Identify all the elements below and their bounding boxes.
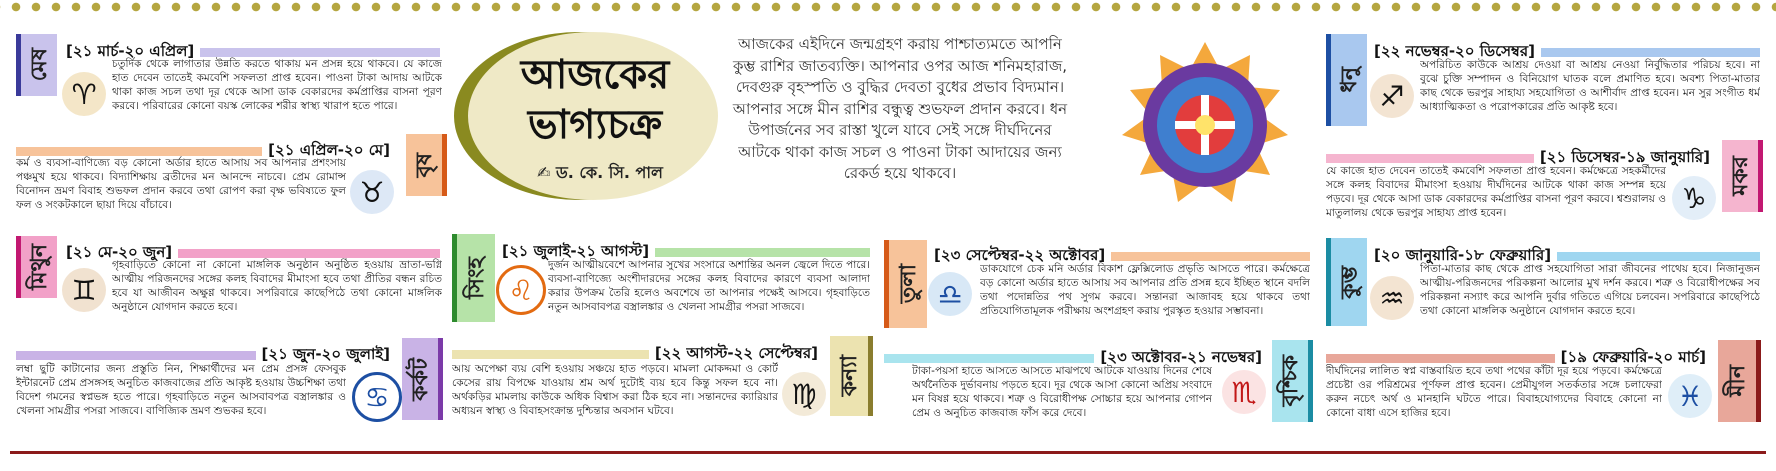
zodiac-wheel-icon [1120,40,1290,210]
water-bearer-icon: ♒ [1370,276,1414,320]
bar-brish [16,147,262,156]
date-brishchik: [২৩ অক্টোবর-২১ নভেম্বর] [1094,346,1268,371]
text-dhanu: অপরিচিত কাউকে আশ্রয় দেওয়া বা আশ্রয় নেওয়া নির্বুদ্ধিতার পরিচয় হবে। না বুঝে চুক্তি সম্পাদন ও বিনিয়োগ ঘাতক বলে প্রমাণিত হবে। অবশ্য পিতা-মাতার কাছ থেকে ভরপুর সাহায্য সহযোগিতা ও আশীর্বাদ প্রাপ্ত হবেন। মন সুর সংগীত ধর্ম আধ্যাত্মিকতা ও পরোপকারের প্রতি আকৃষ্ট হবে। [1420,59,1760,113]
ram-icon: ♈ [62,72,106,116]
date-karkat: [২১ জুন-২০ জুলাই] [256,343,397,368]
intro-paragraph: আজকের এইদিনে জন্মগ্রহণ করায় পাশ্চাত্যমতে আপনি কুম্ভ রাশির জাতব্যক্তি। আপনার ওপর আজ শনিমহারাজ, দেবগুরু বৃহস্পতি ও বুদ্ধির দেবতা বুধের প্রভাব বিদ্যমান। আপনার সঙ্গে মীন রাশির বন্ধুত্ব শুভফল প্রদান করবে। ধন উপার্জনের সব রাস্তা খুলে যাবে সেই সঙ্গে দীর্ঘদিনের আটকে থাকা কাজ সচল ও পাওনা টাকা আদায়ের জন্য রেকর্ড হয়ে থাকবে। [732,35,1068,182]
sign-tab-singha: সিংহ [452,234,495,322]
maiden-icon: ♍ [782,372,826,416]
bar-meen [1326,354,1555,363]
sign-tab-makar: মকর [1722,140,1763,212]
bar-mesh [200,48,440,57]
date-makar: [২১ ডিসেম্বর-১৯ জানুয়ারি] [1534,146,1716,171]
goat-icon: ♑ [1672,176,1716,220]
date-kumbha: [২০ জানুয়ারি-১৮ ফেব্রুয়ারি] [1368,244,1557,269]
sign-tab-karkat: কর্কট [402,338,443,420]
bull-icon: ♉ [350,170,394,214]
sign-tab-kumbha: কুম্ভ [1326,238,1367,326]
text-meen: দীর্ঘদিনের লালিত স্বপ্ন বাস্তবায়িত হবে তথা পথের কাঁটা দূর হয়ে পড়বে। কর্মক্ষেত্রে প্রচেষ্টা ওর পরিশ্রমের পূর্ণফল প্রাপ্ত হবেন। প্রেমীযুগল সতর্কতার সঙ্গে চলাফেরা করুন নচেৎ অর্থ ও মানহানি ঘটতে পারে। বিবাহযোগ্যদের বিবাহে কোনো না কোনো বাধা এসে হাজির হবে। [1326,365,1662,419]
text-mithun: গৃহবাড়িতে কোনো না কোনো মাঙ্গলিক অনুষ্ঠান অনুষ্ঠিত হওয়ায় ভ্রাতা-ভগ্নি আত্মীয় পরিজনদের সঙ্গের কলহ বিবাদের মীমাংসা হবে তথা প্রীতির বন্ধন রচিত হবে যা আজীবন অক্ষুণ্ণ থাকবে। সপরিবারে কাছেপিঠে তথা কোনো মাঙ্গলিক অনুষ্ঠানে যোগদান করতে হবে। [112,259,442,313]
text-kumbha: পিতা-মাতার কাছ থেকে প্রাপ্ত সহযোগিতা সারা জীবনের পাথেয় হবে। নিজানুজন আত্মীয়-পরিজনদের পরিকল্পনা আলোর মুখ দর্শন করবে। শত্রু ও বিরোধীপক্ষের সব পরিকল্পনা নস্যাৎ করে আপনি দুর্বার গতিতে এগিয়ে চলবেন। সপরিবারে কাছেপিঠে তথা কোনো মাঙ্গলিক অনুষ্ঠানে যোগদান করতে হবে। [1420,263,1760,317]
text-singha: দুর্জন আত্মীয়বেশে আপনার সুখের সংসারে অশান্তির অনল জ্বেলে দিতে পারে। ব্যবসা-বাণিজ্যে অংশীদারদের সঙ্গের কলহ বিবাদের কারণে ব্যবসা আলাদা করার উপক্রম তৈরি হলেও অবশেষে তা আপনার পক্ষেই আসবে। গৃহবাড়িতে নতুন আসবাবপত্র বস্ত্রালঙ্কার ও খেলনা সামগ্রীর পসরা সাজবে। [548,259,870,313]
dotted-border [0,0,1776,14]
bar-singha [655,248,870,257]
scorpion-icon: ♏ [1222,370,1266,414]
text-mesh: চতুর্দিক থেকে লাগাতার উন্নতি করতে থাকায় মন প্রসন্ন হয়ে থাকবে। যে কাজে হাত দেবেন তাতেই কমবেশি সফলতা প্রাপ্ত হবেন। পাওনা টাকা আদায় আটকে থাকা কাজ সচল তথা দূর থেকে আসা ডাক বেকারদের কর্মপ্রাপ্তির বাসনা পূরণ করবে। পরিবারের কোনো বয়স্ক লোকের শরীর স্বাস্থ্য খারাপ হতে পারে। [112,58,442,112]
bar-tula [1111,252,1310,261]
text-kanya: আয় অপেক্ষা ব্যয় বেশি হওয়ায় সঞ্চয়ে হাত পড়বে। মামলা মোকদ্দমা ও কোর্ট কেসের রায় বিপক্ষে যাওয়ায় শ্রম অর্থ দুটোই ব্যয় হবে কিন্তু সফল হবে না। অর্থকড়ির মামলায় কাউকে অধিক বিশ্বাস করা ঠিক হবে না। সন্তানদের ক্যারিয়ার অধ্যয়ন স্বাস্থ্য ও বিবাহসংক্রান্ত দুশ্চিন্তার অবসান ঘটবে। [452,363,778,417]
date-singha: [২১ জুলাই-২১ আগস্ট] [496,240,655,265]
sign-tab-kanya: কন্যা [830,336,873,416]
bar-karkat [16,351,256,360]
bar-kumbha [1557,252,1760,261]
twins-icon: ♊ [62,268,106,312]
scales-icon: ♎ [928,272,972,316]
sign-tab-mesh: মেষ [16,34,57,96]
bar-kanya [452,350,649,359]
text-brish: কর্ম ও ব্যবসা-বাণিজ্যে বড় কোনো অর্ডার হাতে আসায় সব আপনার প্রশংসায় পঞ্চমুখ হয়ে থাকবে। বিদ্যাশিক্ষায় ব্রতীদের মন আনন্দে নাচবে। প্রেম রোমান্স বিনোদন ভ্রমণ বিবাহ শুভফল প্রদান করবে তথা রোপণ করা বৃক্ষ ভবিষ্যতে ফুল ফল ও সংকটকালে ছায়া দিয়ে বাঁচাবে। [16,157,346,211]
date-mithun: [২১ মে-২০ জুন] [60,241,178,266]
date-brish: [২১ এপ্রিল-২০ মে] [262,139,396,164]
bar-brishchik [884,354,1094,363]
date-tula: [২৩ সেপ্টেম্বর-২২ অক্টোবর] [928,244,1111,269]
text-makar: যে কাজে হাত দেবেন তাতেই কমবেশি সফলতা প্রাপ্ত হবেন। কর্মক্ষেত্রে সহকর্মীদের সঙ্গে কলহ বিবাদের মীমাংসা হওয়ায় দীর্ঘদিনের আটকে থাকা কাজ সম্পন্ন হয়ে পড়বে। দূর থেকে আসা ডাক বেকারদের কর্মপ্রাপ্তির বাসনা পূরণ করবে। শ্বশুরালয় ও মাতুলালয় থেকে ভরপুর সাহায্য প্রাপ্ত হবেন। [1326,165,1666,219]
lion-icon: ♌ [496,265,546,315]
date-kanya: [২২ আগস্ট-২২ সেপ্টেম্বর] [649,342,824,367]
archer-icon: ♐ [1370,74,1414,118]
bar-mithun [178,249,440,258]
sign-tab-tula: তুলা [884,240,927,328]
sign-tab-meen: মীন [1718,340,1761,422]
bar-makar [1326,154,1534,163]
bar-dhanu [1541,48,1760,57]
date-dhanu: [২২ নভেম্বর-২০ ডিসেম্বর] [1368,40,1541,65]
sign-tab-brishchik: বৃশ্চিক [1272,340,1313,422]
page-title: আজকের ভাগ্যচক্র [520,51,670,148]
author-credit: ✍ ড. কে. সি. পাল [537,163,663,182]
crab-icon: ♋ [352,372,402,422]
sign-tab-dhanu: ধনু [1326,34,1367,126]
date-meen: [১৯ ফেব্রুয়ারি-২০ মার্চ] [1555,346,1712,371]
fish-icon: ♓ [1668,374,1712,418]
sign-tab-mithun: মিথুন [16,236,57,298]
text-brishchik: টাকা-পয়সা হাতে আসতে আসতে মাঝপথে আটকে যাওয়ায় দিনের শেষে অর্থনৈতিক দুর্ভাবনায় পড়তে হবে। দূর থেকে আসা কোনো অপ্রিয় সংবাদে মন বিষণ্ণ হয়ে থাকবে। শত্রু ও বিরোধীপক্ষ সোচ্চার হয়ে আপনার গোপন প্রেম ও অনুচিত কাজবাজ ফাঁস করে দেবে। [912,365,1212,419]
sign-tab-brish: বৃষ [406,134,447,196]
text-karkat: লম্বা ছুটি কাটানোর জন্য প্রস্তুতি নিন, শিক্ষার্থীদের মন প্রেম প্রসঙ্গ ফেসবুক ইন্টারনেট প্রেম প্রসঙ্গসহ অনুচিত কাজবাজের প্রতি আকৃষ্ট হওয়ায় উচ্চশিক্ষা তথা বিদেশ গমনের স্বপ্নভঙ্গ হতে পারে। গৃহবাড়িতে নতুন আসবাবপত্র বস্ত্রালঙ্কার ও খেলনা সামগ্রীর পসরা সাজবে। বাণিজ্যিক ভ্রমণ শুভকর হবে। [16,363,346,417]
text-tula: ডাকযোগে চেক মনি অর্ডার বিকাশ ফ্লেক্সিলোড প্রভৃতি আসতে পারে। কর্মক্ষেত্রে বড় কোনো অর্ডার হাতে আসায় সব আপনার প্রতি প্রসন্ন হবে ইচ্ছিত স্থানে বদলি তথা পদোন্নতির পথ সুগম করবে। সন্তানরা আজাবহ হয়ে থাকবে তথা প্রতিযোগিতামূলক পরীক্ষায় অংশগ্রহণ করায় পুরস্কৃত হওয়ার সম্ভাবনা। [980,263,1310,317]
date-mesh: [২১ মার্চ-২০ এপ্রিল] [60,40,200,65]
bottom-rule [10,451,1766,454]
